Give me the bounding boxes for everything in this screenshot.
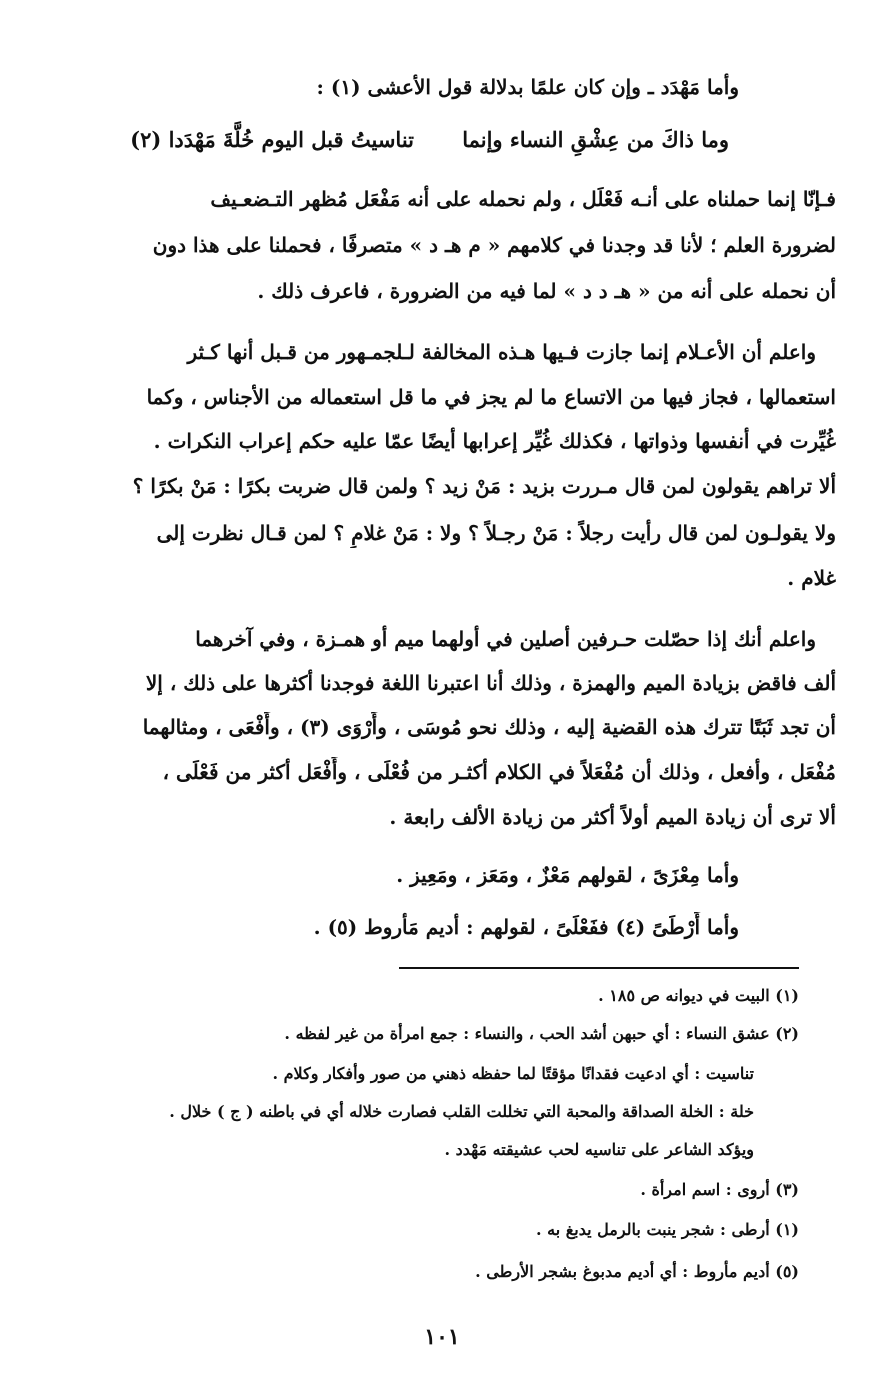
footnote-line: ويؤكد الشاعر على تناسيه لحب عشيقته مَهْدد . xyxy=(444,1140,754,1159)
paragraph-line: فـإنّا إنما حملناه على أنـه فَعْلَل ، ولم نحمله على أنه مَفْعَل مُظهر التـضعـيف xyxy=(210,187,836,211)
footnote-line: (٥) أديم مأروط : أي أديم مدبوغ بشجر الأرطى . xyxy=(475,1262,799,1281)
paragraph-line: غلام . xyxy=(787,566,836,590)
paragraph-line: ولا يقولـون لمن قال رأيت رجلاً : مَنْ رجـلاً ؟ ولا : مَنْ غلامٍ ؟ لمن قـال نظرت إلى xyxy=(156,521,836,545)
paragraph-line: ألف فاقض بزيادة الميم والهمزة ، وذلك أنا اعتبرنا اللغة فوجدنا أكثرها على ذلك ، إلا xyxy=(145,671,836,695)
paragraph-line: أن نحمله على أنه من « هـ د د » لما فيه من الضرورة ، فاعرف ذلك . xyxy=(257,279,836,303)
page-number: ١٠١ xyxy=(424,1324,460,1350)
paragraph-line: واعلم أنك إذا حصّلت حـرفين أصلين في أولهما ميم أو همـزة ، وفي آخرهما xyxy=(195,627,816,651)
footnote-line: (١) البيت في ديوانه ص ١٨٥ . xyxy=(598,986,799,1005)
paragraph-line: لضرورة العلم ؛ لأنا قد وجدنا في كلامهم « م هـ د » متصرفًا ، فحملنا على هذا دون xyxy=(152,233,836,257)
verse-right-hemistich: وما ذاكَ من عِشْقِ النساء وإنما xyxy=(462,127,729,152)
paragraph-line: ألا تراهم يقولون لمن قال مـررت بزيد : مَنْ زيد ؟ ولمن قال ضربت بكرًا : مَنْ بكرًا ؟ xyxy=(132,474,836,498)
footnote-line: (٢) عشق النساء : أي حبهن أشد الحب ، والنساء : جمع امرأة من غير لفظه . xyxy=(284,1024,799,1043)
paragraph-line: واعلم أن الأعـلام إنما جازت فـيها هـذه المخالفة لـلجمـهور من قـبل أنها كـثر xyxy=(187,340,816,364)
footnote-line: تناسيت : أي ادعيت فقدانًا مؤقتًا لما حفظه ذهني من صور وأفكار وكلام . xyxy=(272,1064,754,1083)
footnote-line: (٣) أروى : اسم امرأة . xyxy=(640,1180,799,1199)
footnote-line: (١) أرطى : شجر ينبت بالرمل يدبغ به . xyxy=(536,1220,799,1239)
footnote-divider xyxy=(399,967,799,969)
example-line-maza: وأما مِعْزَىً ، لقولهم مَعْزٌ ، ومَعَز ، ومَعِيز . xyxy=(396,863,739,887)
footnote-line: خلة : الخلة الصداقة والمحبة التي تخللت القلب فصارت خلاله أي في باطنه ( ج ) خلال . xyxy=(169,1102,754,1121)
verse-left-hemistich: تناسيتُ قبل اليوم خُلَّةَ مَهْدَدا (٢) xyxy=(130,127,414,152)
paragraph-line: استعمالها ، فجاز فيها من الاتساع ما لم يجز في ما قل استعماله من الأجناس ، وكما xyxy=(146,385,836,409)
paragraph-line: مُفْعَل ، وأفعل ، وذلك أن مُفْعَلاً في الكلام أكثـر من فُعْلَى ، وأَفْعَل أكثر من فَعْلَى ، xyxy=(162,760,836,784)
paragraph-line: غُيِّرت في أنفسها وذواتها ، فكذلك غُيِّر إعرابها أيضًا عمّا عليه حكم إعراب النكرات . xyxy=(153,429,836,453)
example-line-arta: وأما أَرْطَىً (٤) ففَعْلَىً ، لقولهم : أديم مَأْروط (٥) . xyxy=(313,915,739,939)
intro-line: وأما مَهْدَد ـ وإن كان علمًا بدلالة قول الأعشى (١) : xyxy=(316,75,739,99)
paragraph-line: أن تجد ثَبَتًا تترك هذه القضية إليه ، وذلك نحو مُوسَى ، وأَرْوَى (٣) ، وأَفْعَى ، ومثالهما xyxy=(142,715,836,739)
paragraph-line: ألا ترى أن زيادة الميم أولاً أكثر من زيادة الألف رابعة . xyxy=(389,805,836,829)
